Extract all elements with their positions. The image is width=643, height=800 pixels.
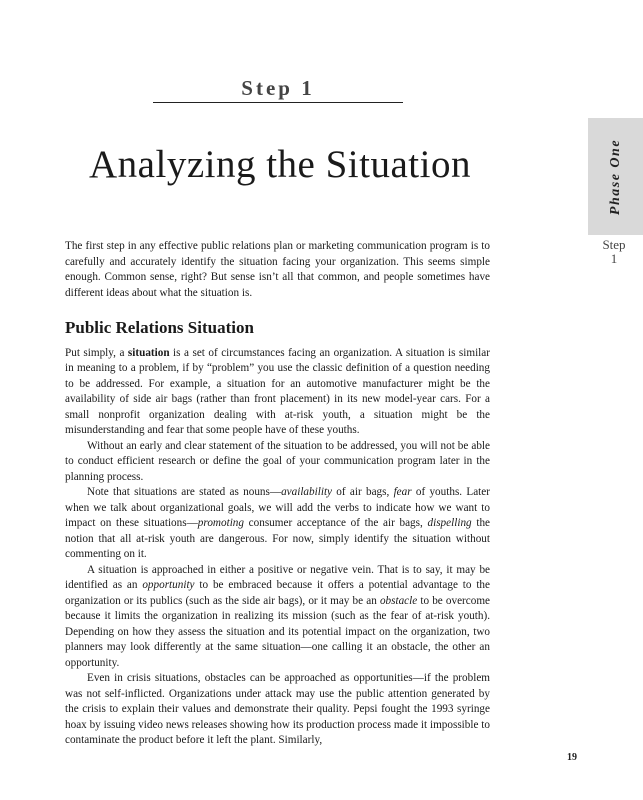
text-run: the notion that all at-risk youth are dangerous. For now, simply identify the situation without commenting on it. (65, 517, 491, 560)
page-number: 19 (567, 752, 577, 763)
text-run: consumer acceptance of the air bags, (243, 517, 428, 529)
italic-term: fear (393, 486, 412, 498)
section-heading: Public Relations Situation (65, 317, 254, 337)
step-underline (153, 102, 403, 103)
phase-tab-label: Phase One (607, 138, 623, 215)
side-step-number: 1 (610, 251, 618, 266)
text-run: Note that situations are stated as nouns— (87, 486, 282, 498)
italic-term: opportunity (142, 579, 195, 591)
paragraph-nouns (65, 485, 490, 563)
text-run: Put simply, a (65, 346, 128, 359)
text-run: to be embraced because it offers a potential advantage to the organization or its publics (such as the side air bags), or it may be an (65, 579, 490, 607)
text-run: to be overcome because it limits the organization in realizing its mission (such as the fear of at-risk youth). Depending on how they assess the situation and its potential impact on the organization, two planners may look differently at the same situation—one calling it an obstacle, the other an opportunity. (65, 594, 491, 669)
term-situation: situation (127, 346, 170, 359)
text-run: is a set of circumstances facing an organization. A situation is similar in meaning to a problem, if by “problem” you use the classic definition of a question needing to be addressed. For example, a situation for an automotive manufacturer might be the availability of side air bags (rather than front placement) in its new model-year cars. For a small nonprofit organization dealing with at-risk youth, a situation might be the misunderstanding and fear that some people have of these youths. (65, 346, 490, 436)
paragraph-early-statement: Without an early and clear statement of the situation to be addressed, you will not be able to conduct efficient research or define the goal of your communication program later in the planning process. (65, 439, 490, 483)
phase-tab (588, 118, 643, 235)
side-step-marker (588, 238, 640, 266)
paragraph-crisis: Even in crisis situations, obstacles can be approached as opportunities—if the problem was not self-inflicted. Organizations under attack may use the public attention generated by the crisis to explain their values and demonstrate their quality. Pepsi fought the 1993 syringe hoax by issuing video news releases showing how its production process made it impossible to contaminate the product before it left the plant. Similarly, (65, 672, 490, 746)
text-run: of youths. Later when we talk about organizational goals, we will add the verbs to indicate how we want to impact on these situations— (65, 486, 490, 529)
text-run: A situation is approached in either a positive or negative vein. That is to say, it may be identified as an (65, 563, 490, 591)
step-label: Step 1 (241, 76, 315, 100)
chapter-title: Analyzing the Situation (89, 143, 471, 186)
paragraph-situation-definition (65, 346, 490, 439)
text-run: of air bags, (332, 486, 394, 498)
side-step-word: Step (602, 237, 626, 252)
italic-term: availability (281, 486, 333, 498)
intro-paragraph: The first step in any effective public relations plan or marketing communication program is to carefully and accurately identify the situation facing your organization. This seems simple enough. Common sense, right? But sense isn’t all that common, and people sometimes have different ideas about what the situation is. (65, 240, 490, 299)
paragraph-positive-negative (65, 563, 490, 672)
italic-term: promoting (197, 517, 244, 529)
italic-term: dispelling (427, 517, 472, 529)
italic-term: obstacle (379, 594, 418, 607)
body-text (65, 239, 490, 749)
